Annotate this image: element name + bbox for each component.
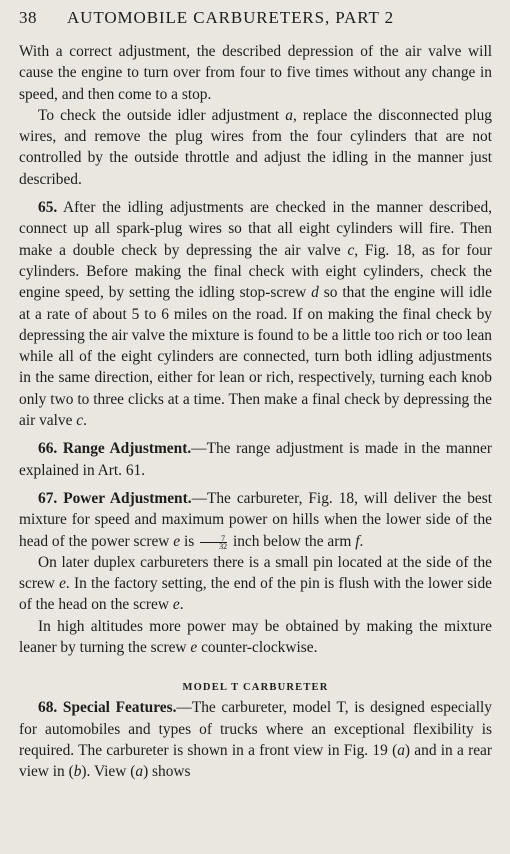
article-number-68: 68. xyxy=(38,699,58,717)
article-number-65: 65. xyxy=(38,199,58,217)
paragraph-66: 66. Range Adjustment.—The range adjustment is made in the manner explained in Art. 61. xyxy=(19,440,492,479)
article-number-67: 67. xyxy=(38,489,58,507)
heading-special-features: Special Features. xyxy=(62,699,177,717)
paragraph-correct-adjustment: With a correct adjustment, the described depression of the air valve will cause the engine to turn over from four to five times without any change in speed, and then come to a stop. xyxy=(19,43,492,103)
paragraph-high-altitudes: In high altitudes more power may be obtained by making the mixture leaner by turning the screw e counter-clockwise. xyxy=(19,617,492,657)
heading-power-adjustment: Power Adjustment. xyxy=(63,489,192,507)
heading-range-adjustment: Range Adjustment. xyxy=(62,440,192,458)
article-number-66: 66. xyxy=(38,440,58,458)
section-heading-model-t: MODEL T CARBURETER xyxy=(182,682,329,694)
paragraph-duplex-pin: On later duplex carbureters there is a small pin located at the side of the screw e. In the factory setting, the end of the pin is flush with the lower side of the head on the screw e. xyxy=(19,553,492,614)
page-number: 38 xyxy=(19,8,37,27)
running-title: AUTOMOBILE CARBURETERS, PART 2 xyxy=(67,8,394,27)
paragraph-68: 68. Special Features.—The carbureter, model T, is designed especially for automobiles and types of trucks where an exceptional flexibility is required. The carbureter is shown in a front view in Fig. 19 (a) and in a rear view in (b). View (a) shows xyxy=(19,699,492,781)
page-header xyxy=(19,8,492,28)
paragraph-65: 65. After the idling adjustments are checked in the manner described, connect up all spark-plug wires so that all eight cylinders will fire. Then make a double check by depressing the air valve c, Fig. 18, as for four cylinders. Before making the final check with eight cylinders, check the engine speed, by setting the idling stop-screw d so that the engine will idle at a rate of about 5 to 6 miles on the road. If on making the final check by depressing the air valve the mixture is found to be a little too rich or too lean while all of the eight cylinders are connected, turn both idling adjustments in the same direction, either for lean or rich, respectively, turning each knob only two to three clicks at a time. Then make a final check by depressing the air valve c. xyxy=(19,199,492,430)
paragraph-check-idler: To check the outside idler adjustment a, replace the disconnected plug wires, and remove the plug wires from the four cylinders that are not controlled by the outside throttle and adjust the idling in the manner just described. xyxy=(19,106,493,188)
paragraph-67: 67. Power Adjustment.—The carbureter, Fig. 18, will deliver the best mixture for speed and maximum power on hills when the lower side of the head of the power screw e is $\frac{7}{32}$ inch below the arm f. xyxy=(19,489,492,551)
fraction-seven-thirty-seconds: $\frac{7}{32}$ xyxy=(200,535,227,550)
